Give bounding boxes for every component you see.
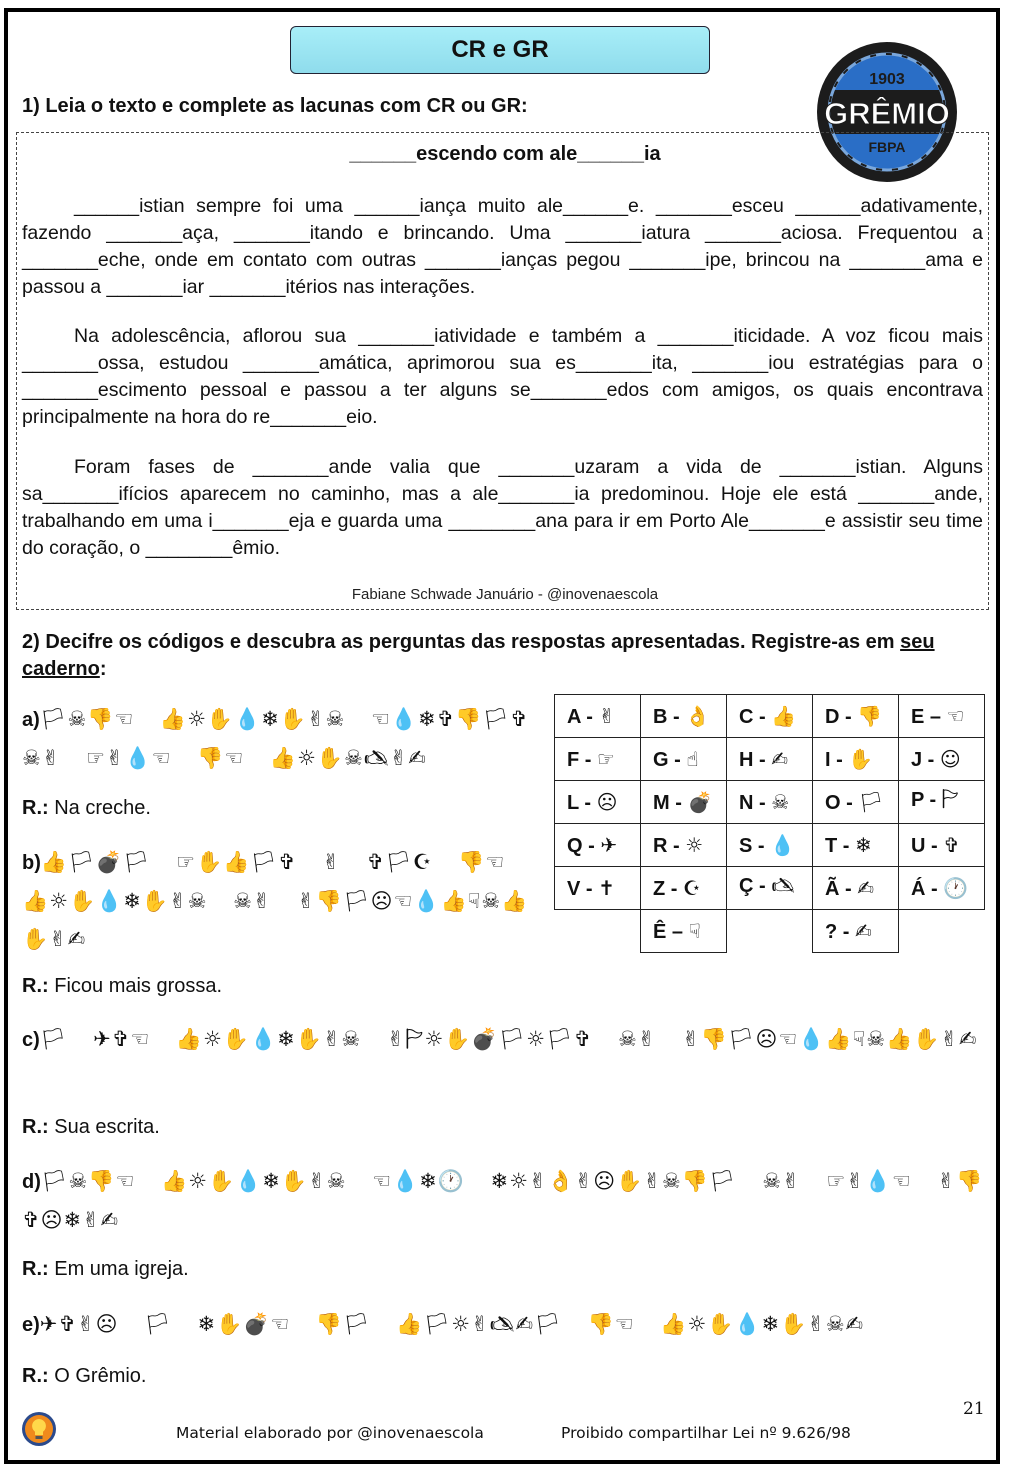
code-letter: J - [911, 748, 935, 771]
code-table-cell [641, 824, 727, 867]
code-letter: Q - [567, 834, 595, 857]
code-table-cell [813, 695, 899, 738]
code-letter: S - [739, 834, 765, 857]
paragraph-2: Na adolescência, aflorou sua _______iatividade e também a _______iticidade. A voz ficou mais _______ossa, estudou _______amática, aprimorou sua es_______ita, _______iou estratégias para o _______escimento pessoal e passou a ter alguns se_______edos com amigos, os quais encontrava principalmente na hora do re_______eio. [22, 325, 983, 428]
code-letter: A - [567, 705, 593, 728]
page-title: CR e GR [290, 26, 710, 74]
code-table-row [555, 695, 985, 738]
code-glyph-icon: ✞ [943, 832, 960, 857]
code-glyph-icon: 👌 [685, 703, 711, 728]
lightbulb-logo-icon [21, 1411, 57, 1447]
code-glyph-icon: ☝ [686, 746, 699, 771]
code-table-cell [727, 738, 813, 781]
code-glyph-icon: ☞ [597, 746, 615, 771]
code-table-cell [641, 738, 727, 781]
code-letter: M - [653, 791, 682, 814]
footer-copyright: Proibido compartilhar Lei nº 9.626/98 [561, 1424, 851, 1442]
code-table-cell [555, 867, 641, 910]
code-table-row [555, 738, 985, 781]
code-table-cell [641, 695, 727, 738]
code-glyph-icon: 🕐 [943, 875, 969, 900]
code-glyph-icon: ☪ [683, 875, 701, 900]
code-letter: O - [825, 791, 853, 814]
code-glyph-icon: 👎 [857, 703, 883, 728]
code-letter: D - [825, 705, 852, 728]
code-d: d)🏳☠👎☜ 👍☼✋💧❄✋✌☠ ☜💧❄🕐 ❄☼✌👌✌☹✋✌☠👎🏳 ☠✌ ☞✌💧☜ ✌👎✞☹❄✌✍ [22, 1169, 984, 1232]
code-table-cell [727, 695, 813, 738]
code-table-cell [899, 695, 985, 738]
section2-title: 2) Decifre os códigos e descubra as perguntas das respostas apresentadas. Registre-as em seu caderno: [22, 631, 935, 680]
code-table-row [555, 824, 985, 867]
code-table-cell [727, 824, 813, 867]
code-letter: B - [653, 705, 680, 728]
code-letter: U - [911, 834, 938, 857]
code-glyph-icon: ✍ [855, 918, 872, 943]
code-table-row [555, 781, 985, 824]
code-table-cell [555, 695, 641, 738]
code-table-cell [727, 781, 813, 824]
code-glyph-icon: ✌ [598, 703, 616, 728]
code-table-cell [555, 738, 641, 781]
code-letter: T - [825, 834, 850, 857]
answer-e: R.: O Grêmio. [22, 1365, 147, 1387]
code-table-cell [813, 738, 899, 781]
code-glyph-icon: ✋ [848, 746, 874, 771]
code-table-empty-cell [899, 910, 985, 953]
code-glyph-icon: 💧 [770, 832, 796, 857]
code-table-empty-cell [727, 910, 813, 953]
code-letter: ? - [825, 920, 850, 943]
code-table-cell [899, 867, 985, 910]
code-letter: Á - [911, 877, 938, 900]
code-glyph-icon: ☠ [771, 789, 790, 814]
code-letter: R - [653, 834, 680, 857]
code-letter: G - [653, 748, 681, 771]
code-glyph-icon: ☟ [688, 918, 701, 943]
code-glyph-icon: ☹ [596, 789, 618, 814]
page-number: 21 [963, 1399, 985, 1419]
logo-abbr: FBPA [868, 139, 906, 155]
code-letter: E – [911, 705, 942, 728]
code-table [554, 694, 985, 953]
code-letter: Ê – [653, 920, 684, 943]
code-table-cell [899, 781, 985, 824]
logo-name: GRÊMIO [824, 96, 950, 131]
code-table-cell [813, 824, 899, 867]
footer-credit: Material elaborado por @inovenaescola [176, 1424, 484, 1442]
code-b: b)👍🏳💣🏳 ☞✋👍🏳✞ ✌ ✞🏳☪ 👎☜ 👍☼✋💧❄✋✌☠ ☠✌ ✌👎🏳☹☜💧👍☟☠👍✋✌✍ [22, 850, 529, 951]
code-table-cell [899, 824, 985, 867]
paragraph-1: ______istian sempre foi uma ______iança muito ale______e. _______esceu ______adativamente, fazendo _______aça, _______itando e brincando. Uma _______iatura _______aciosa. Frequentou a _______eche, onde em contato com outras _______ianças pegou _______ipe, brincou na _______ama e passou a _______iar _______itérios nas interações. [22, 195, 983, 298]
code-glyph-icon: ✝ [598, 875, 615, 900]
code-table-cell [555, 824, 641, 867]
answer-a: R.: Na creche. [22, 797, 151, 819]
code-letter: Z - [653, 877, 678, 900]
code-table-empty-cell [555, 910, 641, 953]
code-e: e)✈✞✌☹ 🏳 ❄✋💣☜ 👎🏳 👍🏳☼✌🖎✍🏳 👎☜ 👍☼✋💧❄✋✌☠✍ [22, 1312, 865, 1336]
code-table-row [555, 910, 985, 953]
answer-b: R.: Ficou mais grossa. [22, 975, 223, 997]
code-letter: N - [739, 791, 766, 814]
code-letter: P - [911, 789, 937, 811]
code-letter: I - [825, 748, 843, 771]
text-heading: ______escendo com ale______ia [349, 143, 661, 165]
code-glyph-icon: 👍 [771, 703, 797, 728]
code-letter: H - [739, 748, 766, 771]
code-glyph-icon: ✍ [771, 746, 788, 771]
code-glyph-icon: ✍ [857, 875, 874, 900]
code-glyph-icon: ☺ [939, 746, 961, 771]
section1-title: 1) Leia o texto e complete as lacunas com CR ou GR: [22, 95, 528, 117]
section2-title-underlined: seu caderno [22, 631, 935, 680]
code-a: a)🏳☠👎☜ 👍☼✋💧❄✋✌☠ ☜💧❄✞👎🏳✞ ☠✌ ☞✌💧☜ 👎☜ 👍☼✋☠🖎✌✍ [22, 707, 529, 770]
code-glyph-icon: 🖎 [771, 873, 796, 897]
code-letter: L - [567, 791, 592, 814]
paragraph-3: Foram fases de _______ande valia que _______uzaram a vida de _______istian. Alguns sa_______ifícios aparecem no caminho, mas a ale_______ia predominou. Hoje ele está _______ande, trabalhando em uma i_______eja e guarda uma ________ana para ir em Porto Ale_______e assistir seu time do coração, o ________êmio. [22, 456, 983, 559]
code-table-cell [813, 781, 899, 824]
answer-d: R.: Em uma igreja. [22, 1258, 189, 1280]
code-table-cell [813, 910, 899, 953]
code-table-cell [813, 867, 899, 910]
code-glyph-icon: ☼ [685, 832, 704, 857]
code-letter: Ã - [825, 877, 852, 900]
code-table-cell [899, 738, 985, 781]
code-c: c)🏳 ✈✞☜ 👍☼✋💧❄✋✌☠ ✌🏱☼✋💣🏳☼🏳✞ ☠✌ ✌👎🏳☹☜💧👍☟☠👍✋✌✍ [22, 1027, 978, 1051]
code-glyph-icon: 💣 [687, 789, 713, 814]
code-table-cell [555, 781, 641, 824]
code-letter: Ç - [739, 875, 766, 897]
code-table-row [555, 867, 985, 910]
code-table-cell [641, 910, 727, 953]
code-letter: F - [567, 748, 592, 771]
code-table-cell [641, 781, 727, 824]
code-table-cell [727, 867, 813, 910]
code-letter: C - [739, 705, 766, 728]
code-glyph-icon: 🏳 [858, 789, 884, 814]
answer-c: R.: Sua escrita. [22, 1116, 160, 1138]
code-glyph-icon: ☜ [946, 703, 965, 728]
logo-year: 1903 [869, 71, 905, 88]
code-glyph-icon: ✈ [600, 832, 618, 857]
code-letter: V - [567, 877, 593, 900]
text-credit: Fabiane Schwade Januário - @inovenaescola [351, 586, 659, 603]
code-glyph-icon: 🏱 [941, 787, 959, 811]
code-table-cell [641, 867, 727, 910]
code-glyph-icon: ❄ [855, 832, 872, 857]
